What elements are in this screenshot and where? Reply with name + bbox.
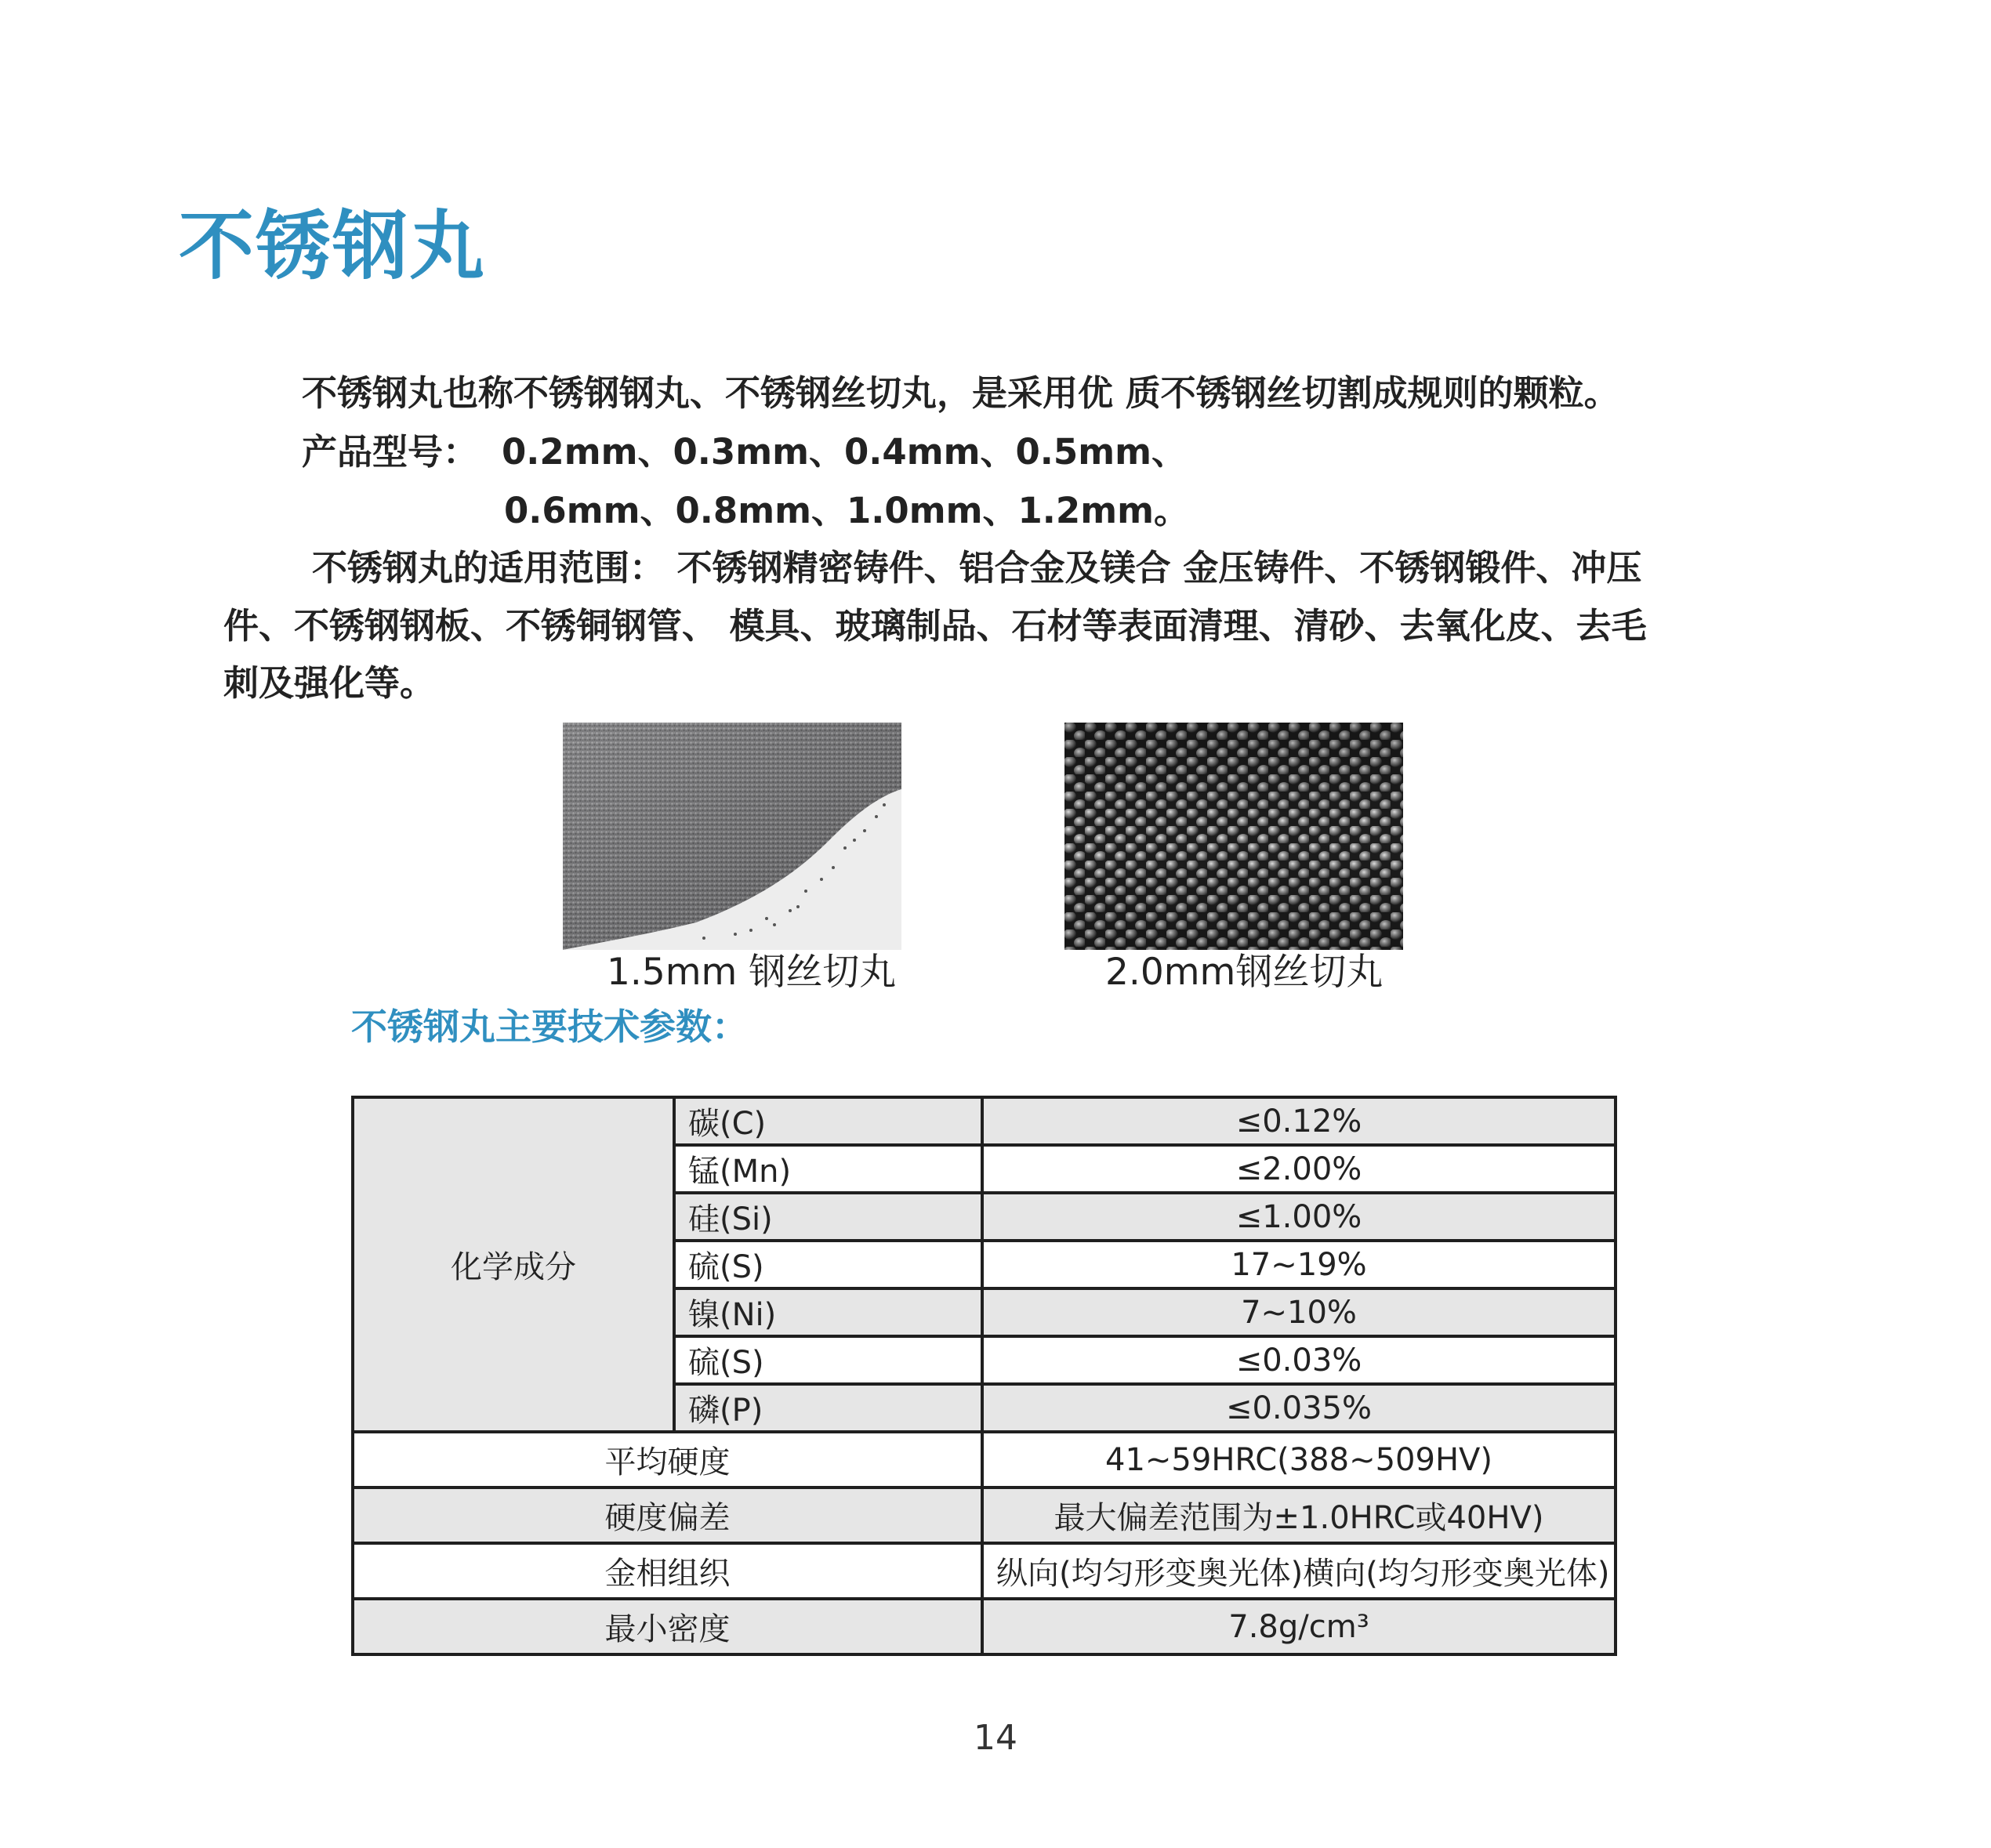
element-value: ≤2.00% [982, 1145, 1616, 1193]
element-value: ≤0.035% [982, 1384, 1616, 1432]
element-name: 硫(S) [674, 1336, 982, 1384]
table-row [353, 1543, 1616, 1599]
element-value: ≤0.12% [982, 1097, 1616, 1145]
table-row [353, 1487, 1616, 1543]
element-name: 碳(C) [674, 1097, 982, 1145]
table-row [353, 1599, 1616, 1654]
element-name: 硫(S) [674, 1241, 982, 1288]
table-row [353, 1432, 1616, 1487]
spec-heading: 不锈钢丸主要技术参数： [351, 1006, 748, 1048]
element-value: 7~10% [982, 1288, 1616, 1336]
chem-group-label: 化学成分 [353, 1097, 674, 1432]
property-label: 金相组织 [353, 1543, 982, 1599]
property-label: 最小密度 [353, 1599, 982, 1654]
element-name: 磷(P) [674, 1384, 982, 1432]
table-row [353, 1097, 1616, 1145]
element-value: 17~19% [982, 1241, 1616, 1288]
property-value: 41~59HRC(388~509HV) [982, 1432, 1616, 1487]
property-label: 平均硬度 [353, 1432, 982, 1487]
scope-line2: 件、不锈钢钢板、不锈铜钢管、 模具、玻璃制品、石材等表面清理、清砂、去氧化皮、去毛 [223, 605, 1647, 647]
intro-line: 不锈钢丸也称不锈钢钢丸、不锈钢丝切丸，是采用优 质不锈钢丝切割成规则的颗粒。 [302, 372, 1619, 414]
element-value: ≤0.03% [982, 1336, 1616, 1384]
coarse-steel-shot-photo [1064, 723, 1403, 950]
model-sizes-line2: 0.6mm、0.8mm、1.0mm、1.2mm。 [504, 490, 1189, 531]
page-number: 14 [974, 1718, 1017, 1758]
property-value: 7.8g/cm³ [982, 1599, 1616, 1654]
photo-caption-2: 2.0mm钢丝切丸 [1105, 951, 1384, 994]
spec-table [351, 1096, 1617, 1656]
element-name: 锰(Mn) [674, 1145, 982, 1193]
element-value: ≤1.00% [982, 1193, 1616, 1241]
property-label: 硬度偏差 [353, 1487, 982, 1543]
element-name: 镍(Ni) [674, 1288, 982, 1336]
scope-line3: 刺及强化等。 [223, 662, 436, 704]
property-value: 最大偏差范围为±1.0HRC或40HV) [982, 1487, 1616, 1543]
scope-line1: 不锈钢丸的适用范围： 不锈钢精密铸件、铝合金及镁合 金压铸件、不锈钢锻件、冲压 [312, 547, 1642, 589]
photo-caption-1: 1.5mm 钢丝切丸 [607, 951, 897, 994]
element-name: 硅(Si) [674, 1193, 982, 1241]
page-title: 不锈钢丸 [179, 202, 486, 290]
model-label: 产品型号： [302, 431, 479, 473]
model-sizes-line1: 0.2mm、0.3mm、0.4mm、0.5mm、 [502, 431, 1187, 473]
fine-steel-shot-photo [563, 723, 901, 950]
property-value: 纵向(均匀形变奥光体)横向(均匀形变奥光体) [982, 1543, 1616, 1599]
